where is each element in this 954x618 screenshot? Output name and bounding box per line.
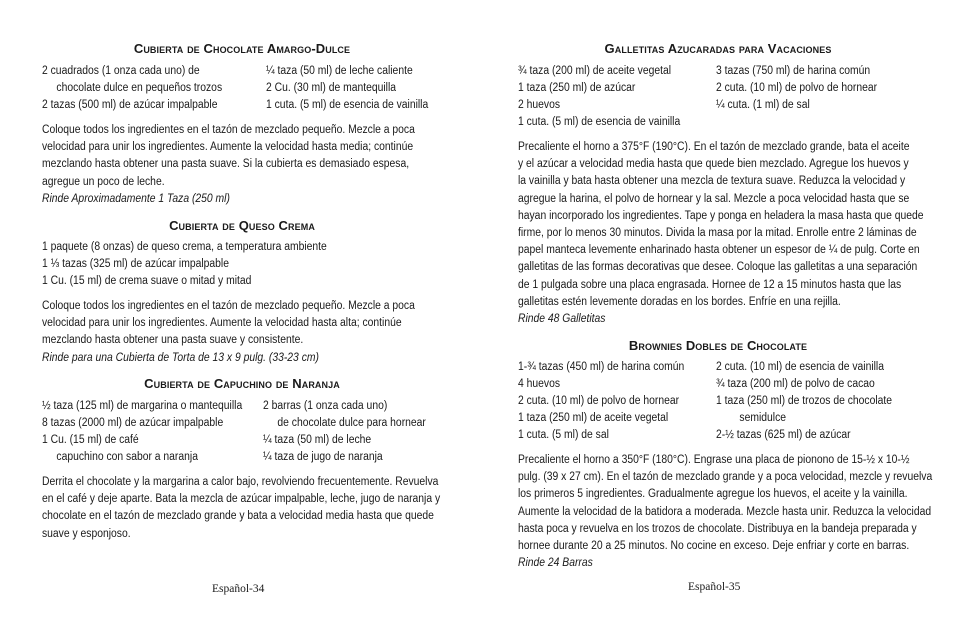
ingredient: 1 cuta. (5 ml) de esencia de vainilla: [266, 99, 429, 111]
instructions: Derrita el chocolate y la margarina a calor bajo, revolviendo frecuentemente. Revuelva en el café y deje aparte. Bata la mezcla de azúcar impalpable, leche, jugo de naranja y chocolate en el tazón de mezclado grande y bata a velocidad media hasta que quede suave y esponjoso.: [42, 476, 441, 540]
ingredient: chocolate dulce en pequeños trozos: [56, 82, 223, 94]
ingredient: ¼ taza (50 ml) de leche caliente: [266, 65, 413, 77]
instructions: Coloque todos los ingredientes en el tazón de mezclado pequeño. Mezcle a poca velocidad para unir los ingredientes. Aumente la velocidad hasta media; continúe mezclando hasta obtener una pasta suave. Si la cubierta es demasiado espesa, agregue un poco de leche. Rinde Aproximadamente 1 Taza (250 ml): [42, 122, 415, 208]
ingredient: 1 cuta. (5 ml) de sal: [518, 429, 609, 441]
recipe-title: Brownies Dobles de Chocolate: [628, 338, 808, 353]
recipe-yield: Rinde Aproximadamente 1 Taza (250 ml): [42, 192, 230, 205]
recipe-yield: Rinde para una Cubierta de Torta de 13 x 9 pulg. (33-23 cm): [42, 351, 319, 364]
ingredient: 2 cuta. (10 ml) de polvo de hornear: [716, 82, 878, 94]
ingredient: 1 cuta. (5 ml) de esencia de vainilla: [518, 116, 681, 128]
ingredient: 3 tazas (750 ml) de harina común: [716, 65, 871, 77]
instructions: Precaliente el horno a 350°F (180°C). Engrase una placa de pionono de 15-½ x 10-½ pulg. (39 x 27 cm). En el tazón de mezclado grande y a poca velocidad, mezcle y revuelva los primeros 5 ingredientes. Gradualmente agregue los huevos, el aceite y la vainilla. Aumente la velocidad de la batidora a moderada. Mezcle hasta unir. Reduzca la velocidad hasta poca y revuelva en los trozos de chocolate. Distribuya en la bandeja preparada y hornee durante 20 a 25 minutos. No cocine en exceso. Deje enfriar y corte en barras. Rinde 24 Barras: [518, 452, 932, 572]
ingredient: ¾ taza (200 ml) de polvo de cacao: [716, 378, 875, 390]
ingredient: 2 cuadrados (1 onza cada uno) de: [42, 65, 200, 77]
ingredient: 2 barras (1 onza cada uno): [263, 400, 388, 412]
ingredient: 2 Cu. (30 ml) de mantequilla: [266, 82, 397, 94]
ingredient: 1 taza (250 ml) de aceite vegetal: [518, 412, 669, 424]
recipe-title: Cubierta de Capuchino de Naranja: [144, 376, 340, 391]
ingredient: semidulce: [739, 412, 787, 424]
ingredient: 2 huevos: [518, 99, 561, 111]
recipe-title: Galletitas Azucaradas para Vacaciones: [604, 41, 832, 56]
recipe-title: Cubierta de Chocolate Amargo-Dulce: [133, 41, 351, 56]
page-number: Español-34: [212, 583, 265, 595]
page-number: Español-35: [688, 581, 741, 593]
ingredient: 8 tazas (2000 ml) de azúcar impalpable: [42, 417, 224, 429]
ingredient: 2-½ tazas (625 ml) de azúcar: [716, 429, 851, 441]
ingredient: capuchino con sabor a naranja: [56, 451, 198, 463]
ingredient: de chocolate dulce para hornear: [277, 417, 426, 429]
right-page: [518, 0, 933, 618]
ingredient: 1 Cu. (15 ml) de crema suave o mitad y mitad: [42, 275, 252, 287]
ingredient: ¾ taza (200 ml) de aceite vegetal: [518, 65, 672, 77]
ingredient: 1 Cu. (15 ml) de café: [42, 434, 139, 446]
ingredient: 2 tazas (500 ml) de azúcar impalpable: [42, 99, 218, 111]
ingredient: 1 taza (250 ml) de trozos de chocolate: [716, 395, 893, 407]
ingredient: 1 taza (250 ml) de azúcar: [518, 82, 636, 94]
recipe-yield: Rinde 24 Barras: [518, 557, 593, 570]
ingredient: 4 huevos: [518, 378, 561, 390]
recipe-yield: Rinde 48 Galletitas: [518, 313, 606, 326]
ingredient: 2 cuta. (10 ml) de esencia de vainilla: [716, 361, 884, 373]
ingredient: 1 paquete (8 onzas) de queso crema, a temperatura ambiente: [42, 241, 327, 253]
ingredient: 1-¾ tazas (450 ml) de harina común: [518, 361, 685, 373]
left-page: [42, 0, 442, 618]
ingredient: ½ taza (125 ml) de margarina o mantequilla: [42, 400, 243, 412]
ingredient: 1 ⅓ tazas (325 ml) de azúcar impalpable: [42, 258, 229, 270]
ingredient: ¼ taza (50 ml) de leche: [263, 434, 372, 446]
instructions: Precaliente el horno a 375°F (190°C). En el tazón de mezclado grande, bata el aceite y el azúcar a velocidad media hasta que quede bien mezclado. Agregue los huevos y la vainilla y bata hasta obtener una mezcla de textura suave. Reduzca la velocidad y agregue la harina, el polvo de hornear y la sal. Mezcle a poca velocidad hasta que se hayan incorporado los ingredientes. Tape y ponga en heladera la masa hasta que quede firme, por lo menos 30 minutos. Divida la masa por la mitad. Enrolle entre 2 láminas de papel manteca levemente enharinado hasta obtener un espesor de ¼ de pulg. Corte en galletitas de las formas decorativas que desee. Coloque las galletitas a una separación de 1 pulgada sobre una placa engrasada. Hornee de 12 a 15 minutos hasta que las galletitas estén levemente doradas en los bordes. Enfríe en una rejilla. Rinde 48 Galletitas: [518, 139, 923, 328]
instructions: Coloque todos los ingredientes en el tazón de mezclado pequeño. Mezcle a poca velocidad para unir los ingredientes. Aumente la velocidad hasta alta; continúe mezclando hasta obtener una pasta suave y consistente. Rinde para una Cubierta de Torta de 13 x 9 pulg. (33-23 cm): [42, 298, 415, 367]
recipe-title: Cubierta de Queso Crema: [169, 218, 315, 233]
ingredient: ¼ cuta. (1 ml) de sal: [716, 99, 810, 111]
ingredient: ¼ taza de jugo de naranja: [263, 451, 383, 463]
ingredient: 2 cuta. (10 ml) de polvo de hornear: [518, 395, 680, 407]
